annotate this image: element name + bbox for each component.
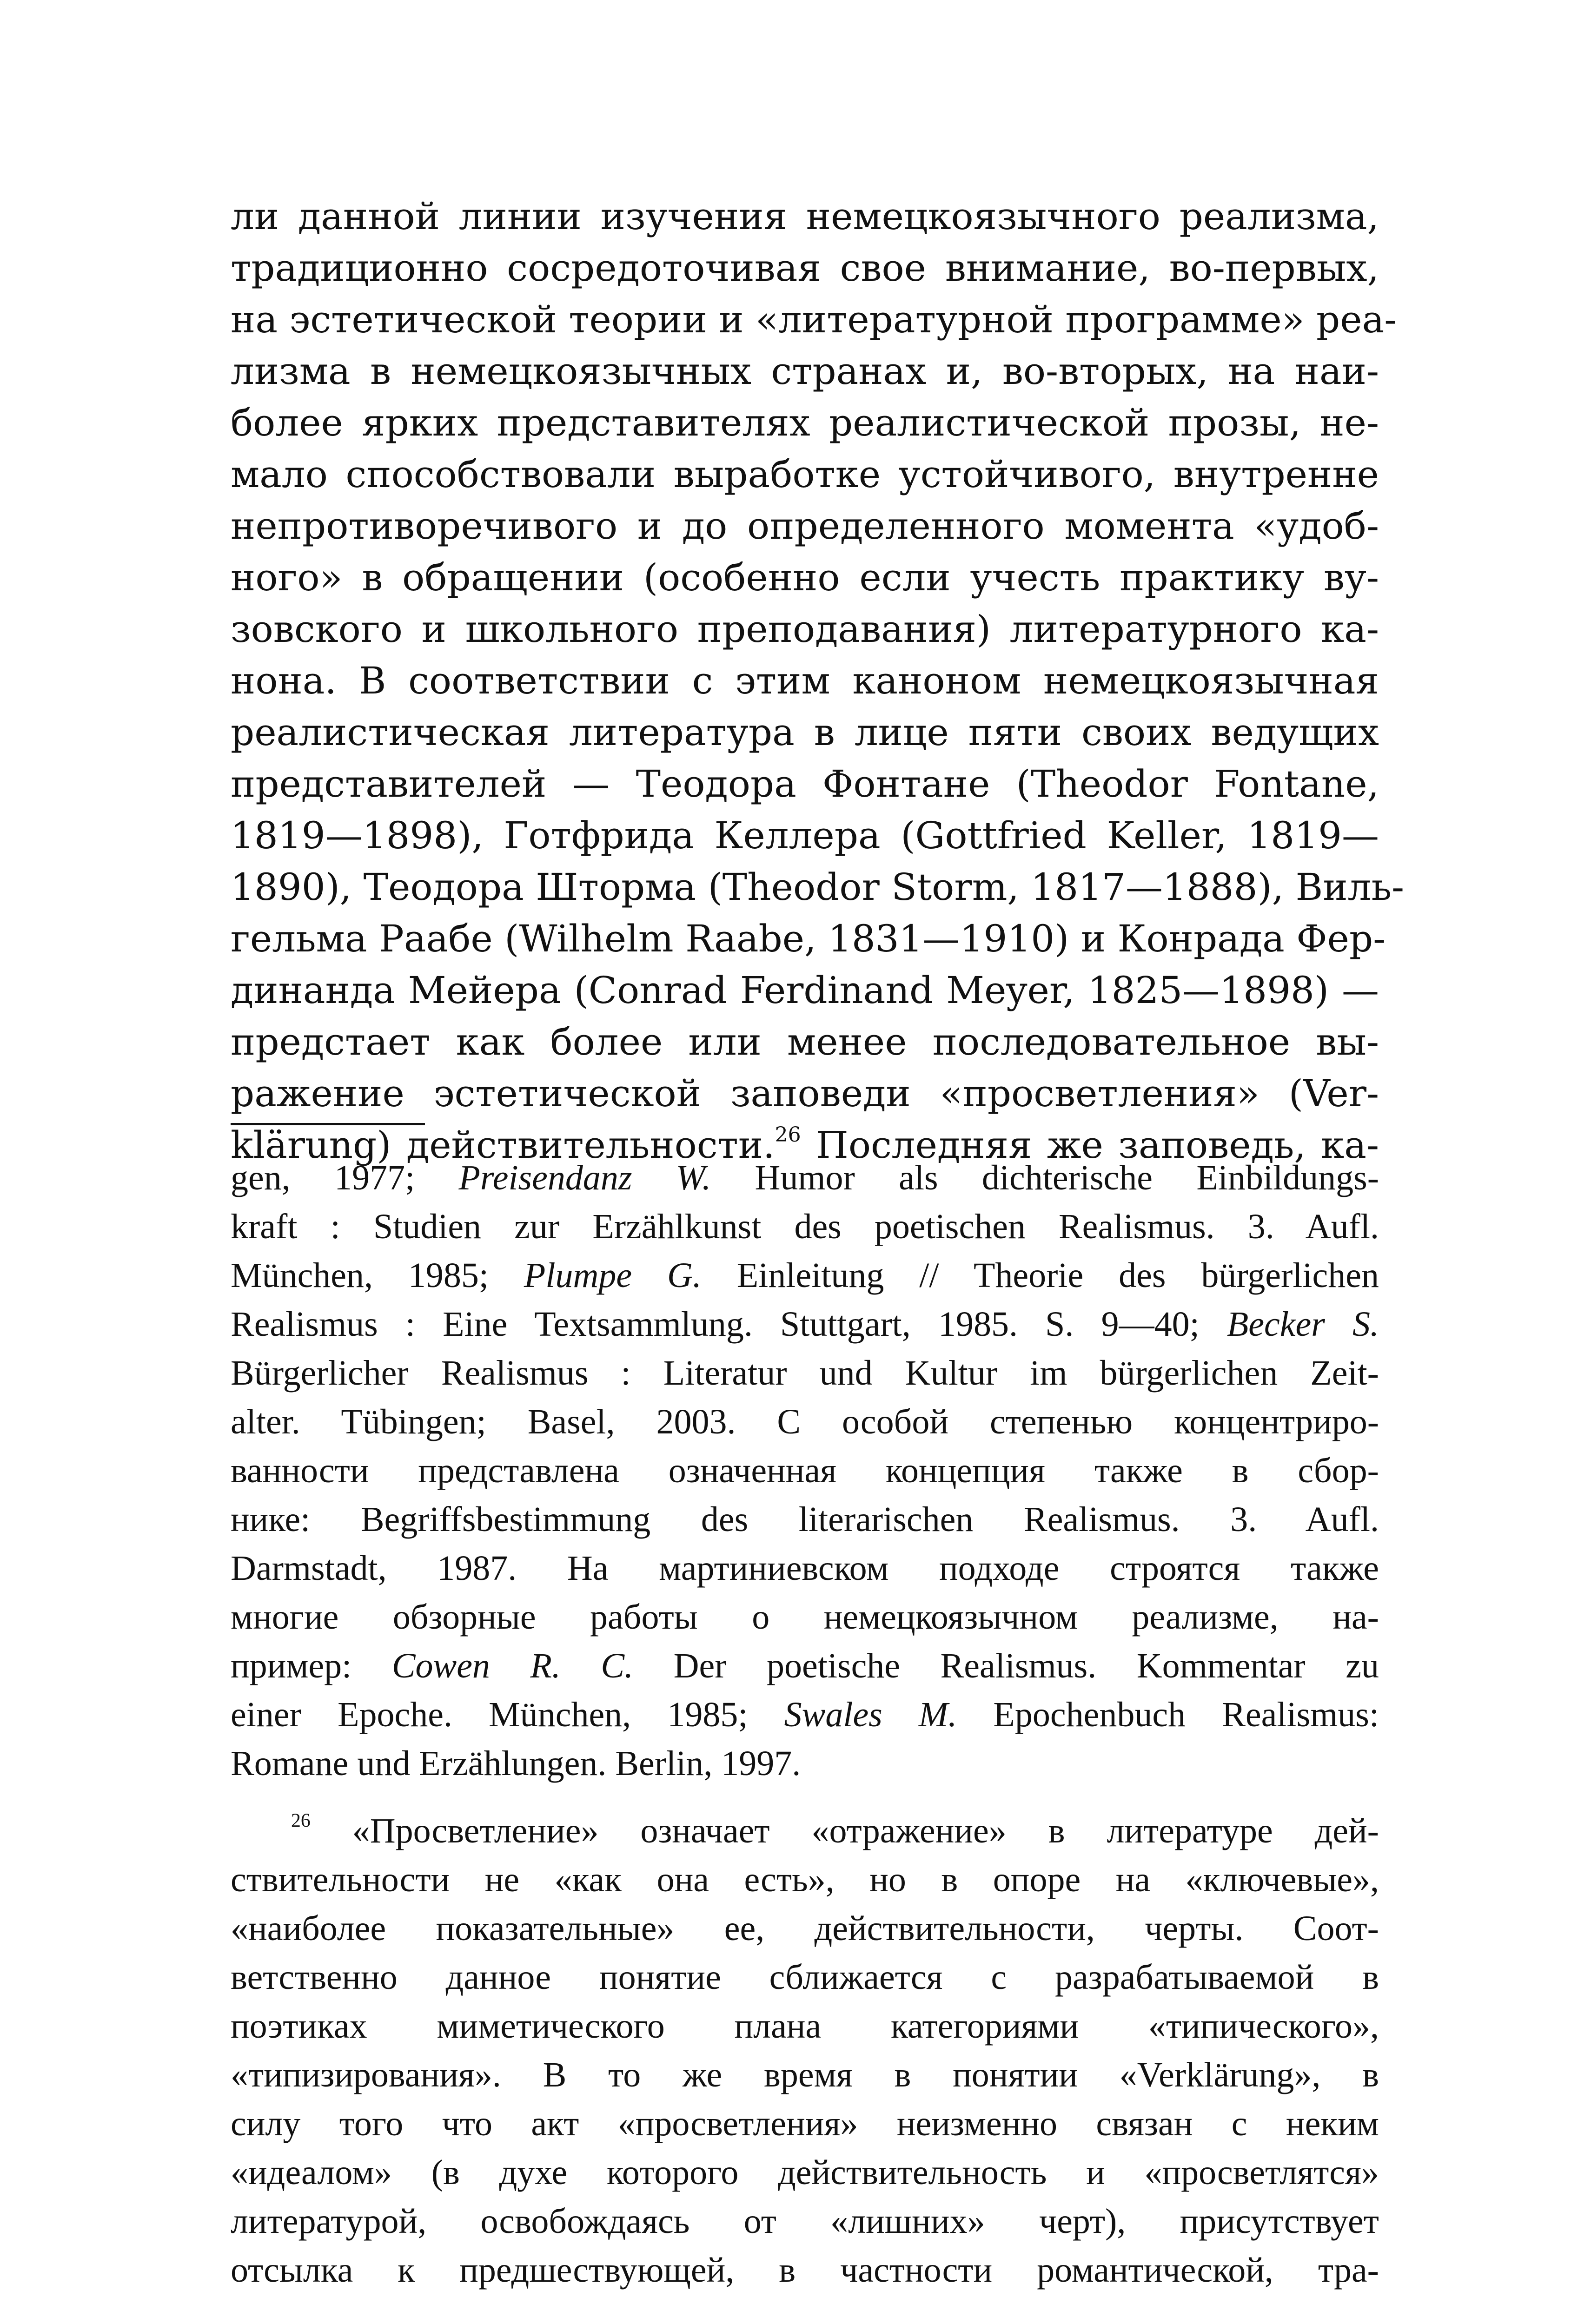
footnote-line: силу того что акт «просветления» неизменно связан с неким xyxy=(231,2104,1379,2143)
text-line: непротиворечивого и до определенного момента «удоб- xyxy=(231,504,1379,548)
footnote-author: Cowen R. C. xyxy=(391,1646,634,1685)
text-line: нона. В соответствии с этим каноном немецкоязычная xyxy=(231,659,1379,702)
footnote-line: «идеалом» (в духе которого действительность и «просветлятся» xyxy=(231,2153,1379,2192)
footnote-line: поэтиках миметического плана категориями «типического», xyxy=(231,2007,1379,2046)
footnote-line xyxy=(231,1690,1379,1739)
footnote-line: «типизирования». В то же время в понятии «Verklärung», в xyxy=(231,2055,1379,2094)
footnote-text: gen, 1977; xyxy=(231,1158,459,1197)
footnote-number-26: 26 xyxy=(291,1810,311,1832)
footnote-line: kraft : Studien zur Erzählkunst des poetischen Realismus. 3. Aufl. xyxy=(231,1207,1379,1246)
text-line: мало способствовали выработке устойчивого, внутренне xyxy=(231,453,1379,496)
footnote-line: ванности представлена означенная концепция также в сбор- xyxy=(231,1451,1379,1490)
footnote-author: Plumpe G. xyxy=(524,1256,702,1295)
footnote-text: Einleitung // Theorie des bürgerlichen xyxy=(701,1256,1379,1295)
text-fragment: klärung) действительности. xyxy=(231,1123,775,1167)
footnote-ref-26: 26 xyxy=(775,1122,801,1147)
footnote-text: Realismus : Eine Textsammlung. Stuttgart, 1985. S. 9—40; xyxy=(231,1305,1227,1344)
footnote-line: нике: Begriffsbestimmung des literarischen Realismus. 3. Aufl. xyxy=(231,1500,1379,1539)
text-line: 1890), Теодора Шторма (Theodor Storm, 1817—1888), Виль- xyxy=(231,865,1405,909)
footnote-separator xyxy=(231,1123,425,1125)
text-line: лизма в немецкоязычных странах и, во-вторых, на наи- xyxy=(231,350,1379,393)
footnote-line: Bürgerlicher Realismus : Literatur und Kultur im bürgerlichen Zeit- xyxy=(231,1353,1379,1393)
footnote-text: einer Epoche. München, 1985; xyxy=(231,1695,784,1734)
text-line: гельма Раабе (Wilhelm Raabe, 1831—1910) и Конрада Фер- xyxy=(231,917,1386,960)
footnote-line: многие обзорные работы о немецкоязычном реализме, на- xyxy=(231,1598,1379,1637)
footnote-line xyxy=(231,1154,1379,1202)
footnote-line: литературой, освобождаясь от «лишних» черт), присутствует xyxy=(231,2202,1379,2241)
text-line: предстает как более или менее последовательное вы- xyxy=(231,1020,1379,1063)
footnote-text: Der poetische Realismus. Kommentar zu xyxy=(633,1646,1379,1685)
footnote-author: Preisendanz W. xyxy=(458,1158,711,1197)
main-text xyxy=(231,191,1405,1171)
footnote-author: Swales M. xyxy=(784,1695,957,1734)
footnote-line: ствительности не «как она есть», но в опоре на «ключевые», xyxy=(231,1860,1379,1899)
footnote-gap xyxy=(231,1788,1379,1807)
text-line: реалистическая литература в лице пяти своих ведущих xyxy=(231,711,1379,754)
footnote-text: Humor als dichterische Einbildungs- xyxy=(711,1158,1379,1197)
footnote-author: Becker S. xyxy=(1226,1305,1379,1344)
text-line: динанда Мейера (Conrad Ferdinand Meyer, 1825—1898) — xyxy=(231,969,1379,1012)
footnote-line xyxy=(231,1300,1379,1349)
text-line: более ярких представителях реалистической прозы, не- xyxy=(231,401,1379,444)
footnote-line: alter. Tübingen; Basel, 2003. С особой степенью концентриро- xyxy=(231,1402,1379,1441)
footnote-text: пример: xyxy=(231,1646,392,1685)
text-line: ного» в обращении (особенно если учесть практику ву- xyxy=(231,556,1379,599)
text-line: на эстетической теории и «литературной программе» реа- xyxy=(231,298,1397,341)
text-line: ли данной линии изучения немецкоязычного реализма, xyxy=(231,195,1379,238)
footnote-line: Romane und Erzählungen. Berlin, 1997. xyxy=(231,1744,801,1783)
footnote-line: отсылка к предшествующей, в частности романтической, тра- xyxy=(231,2251,1379,2290)
footnote-text: «Просветление» означает «отражение» в литературе дей- xyxy=(310,1811,1379,1850)
text-line: ражение эстетической заповеди «просветления» (Ver- xyxy=(231,1072,1379,1115)
text-line: зовского и школьного преподавания) литературного ка- xyxy=(231,607,1379,651)
text-line: 1819—1898), Готфрида Келлера (Gottfried Keller, 1819— xyxy=(231,814,1379,857)
footnote-line: Darmstadt, 1987. На мартиниевском подходе строятся также xyxy=(231,1549,1379,1588)
footnote-line: ветственно данное понятие сближается с разрабатываемой в xyxy=(231,1958,1379,1997)
footnote-text: München, 1985; xyxy=(231,1256,524,1295)
footnotes xyxy=(231,1154,1379,2295)
text-fragment: Последняя же заповедь, ка- xyxy=(801,1123,1379,1167)
text-line: традиционно сосредоточивая свое внимание, во-первых, xyxy=(231,246,1379,290)
footnote-text: Epochenbuch Realismus: xyxy=(957,1695,1379,1734)
footnote-line xyxy=(231,1642,1379,1690)
text-line: представителей — Теодора Фонтане (Theodor Fontane, xyxy=(231,762,1379,805)
footnote-line: «наиболее показательные» ее, действительности, черты. Соот- xyxy=(231,1909,1379,1948)
footnote-line xyxy=(231,1251,1379,1300)
footnote-26-first-line xyxy=(231,1807,1379,1855)
